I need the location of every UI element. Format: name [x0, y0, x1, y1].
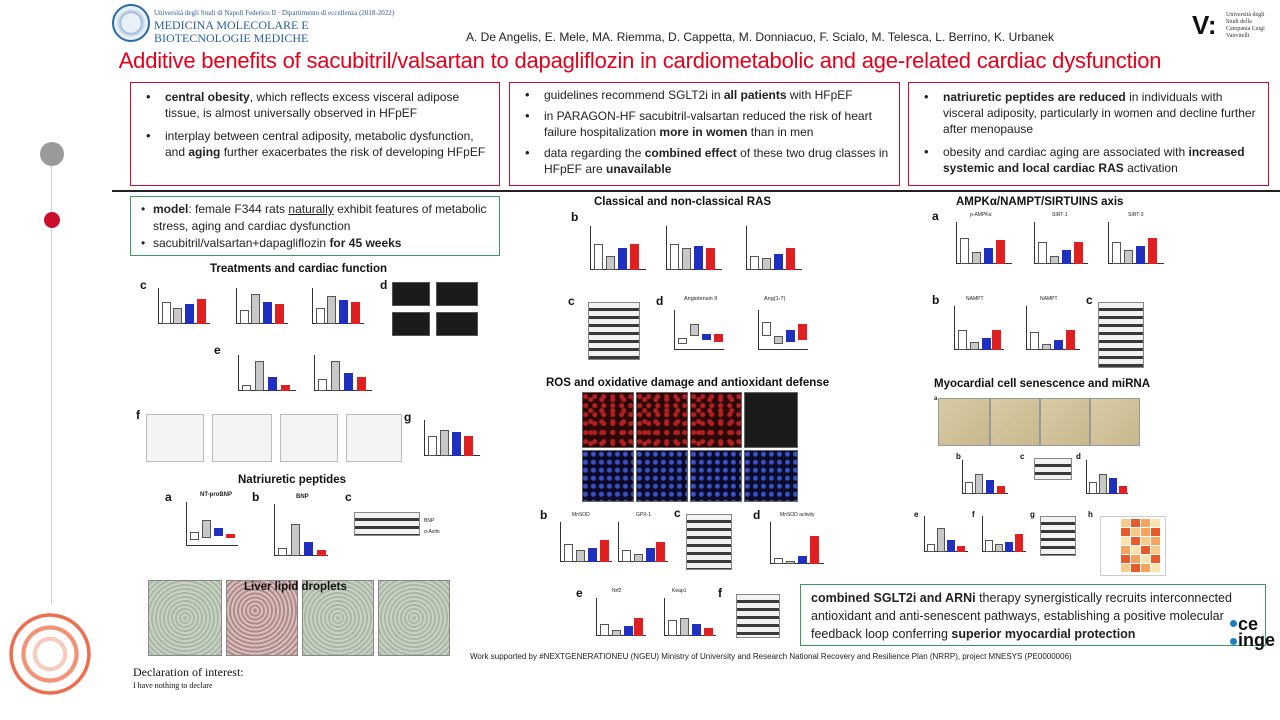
pv-loop-young — [146, 414, 204, 462]
label-sirt1: SIRT-1 — [1052, 212, 1068, 218]
panel-letter-b: b — [252, 490, 260, 504]
dhe-image-dahf-svd — [744, 392, 798, 448]
bar-chart-p16 — [962, 460, 1008, 494]
panel-letter-a: a — [165, 490, 172, 504]
bar-chart-nampt-protein — [1026, 306, 1080, 350]
bar-chart-p-ampk — [956, 222, 1012, 264]
bar-chart-ace2 — [590, 226, 646, 270]
bar-chart-keap1 — [664, 598, 716, 636]
declaration-text: I have nothing to declare — [133, 681, 213, 690]
bar-chart-d-sen — [1086, 460, 1128, 494]
bar-chart-nampt-mrna — [954, 306, 1004, 350]
author-list: A. De Angelis, E. Mele, MA. Riemma, D. Cappetta, M. Donniacuo, F. Scialo, M. Telesca, L. Berrino, K. Urbanek — [465, 30, 1055, 44]
panel-letter-c-ras: c — [568, 294, 575, 308]
intro-bullet: • data regarding the combined effect of these two drug classes in HFpEF are unavailable — [516, 145, 891, 177]
vanvitelli-mark-icon: V: — [1192, 10, 1217, 40]
bar-chart-cardiac-2 — [236, 288, 288, 324]
sa-bgal-image-young — [938, 398, 990, 446]
pv-loop-dahf — [212, 414, 272, 462]
section-senescence-title: Myocardial cell senescence and miRNA — [934, 378, 1151, 390]
echo-image-dahf — [436, 282, 478, 306]
box-plot-ntprobnp — [186, 502, 238, 546]
bar-chart-bnp — [274, 504, 328, 556]
label-p-ampk: p-AMPKα — [970, 212, 992, 218]
bar-chart-e-sen — [924, 516, 968, 552]
panel-letter-g-sen: g — [1030, 510, 1035, 519]
red-circle-icon — [44, 212, 60, 228]
section-liver-title: Liver lipid droplets — [244, 581, 347, 593]
pv-loop-dahf-svd — [346, 414, 402, 462]
panel-letter-c-ampk: c — [1086, 293, 1093, 307]
bar-chart-at2r — [666, 226, 722, 270]
section-treatments-title: Treatments and cardiac function — [210, 263, 388, 275]
label-gpx1: GPX-1 — [636, 512, 652, 518]
section-ros-title: ROS and oxidative damage and antioxidant defense — [546, 377, 830, 389]
section-divider — [112, 190, 1280, 192]
bar-chart-mnsod-activity — [770, 522, 824, 564]
intro-bullet: • in PARAGON-HF sacubitril-valsartan reduced the risk of heart failure hospitalization more in women than in men — [516, 108, 891, 140]
ihc-image-dahf-svd — [744, 450, 798, 502]
grey-circle-icon — [40, 142, 64, 166]
western-blot-ras — [588, 302, 640, 360]
panel-letter-b-ros: b — [540, 508, 548, 522]
intro-box-guidelines — [509, 82, 900, 186]
bar-chart-mas1 — [746, 226, 802, 270]
panel-letter-d-ras: d — [656, 294, 664, 308]
panel-letter-e-ros: e — [576, 586, 583, 600]
panel-letter-h-sen: h — [1088, 510, 1093, 519]
label-bnp: BNP — [296, 494, 309, 500]
panel-letter-e: e — [214, 343, 221, 357]
panel-letter-a-ampk: a — [932, 209, 939, 223]
model-bullet: • sacubitril/valsartan+dapagliflozin for 45 weeks — [137, 235, 491, 252]
bar-chart-e1 — [238, 355, 296, 391]
label-ang17: Ang(1-7) — [764, 296, 786, 302]
intro-bullet: • natriuretic peptides are reduced in individuals with visceral adiposity, particularly in women and decline further after menopause — [915, 89, 1260, 137]
bar-chart-sirt1 — [1034, 222, 1088, 264]
section-ras-title: Classical and non-classical RAS — [594, 196, 772, 208]
ceinge-dot-icon — [1230, 620, 1237, 627]
department-name-line1: MEDICINA MOLECOLARE E — [154, 18, 309, 32]
vanvitelli-logo — [1192, 10, 1280, 44]
panel-letter-f: f — [136, 408, 140, 422]
intro-bullet: • interplay between central adiposity, metabolic dysfunction, and aging further exacerbates the risk of developing HFpEF — [137, 128, 491, 160]
bar-chart-e2 — [314, 355, 372, 391]
label-mnsod-activity: MnSOD activity — [780, 512, 815, 518]
funding-footer: Work supported by #NEXTGENERATIONEU (NGEU) Ministry of University and Research National Recovery and Resilience Plan (NRRP), project MNESYS (PE0000006) — [470, 652, 1072, 661]
sa-bgal-image-dahf-svd — [1090, 398, 1140, 446]
label-mnsod: MnSOD — [572, 512, 590, 518]
ceinge-dot-icon — [1230, 638, 1237, 645]
bar-chart-mnsod — [560, 522, 612, 562]
bar-chart-g — [424, 420, 480, 456]
panel-letter-b-ampk: b — [932, 293, 940, 307]
ihc-image-young — [582, 450, 634, 502]
intro-box-natriuretic — [908, 82, 1269, 186]
vanvitelli-name: Università degli Studi della Campania Luigi Vanvitelli — [1226, 12, 1265, 39]
label-nrf2: Nrf2 — [612, 588, 622, 594]
panel-letter-d-ros: d — [753, 508, 761, 522]
bar-chart-cardiac-1 — [158, 288, 210, 324]
label-nampt-1: NAMPT — [966, 296, 984, 302]
panel-letter-g: g — [404, 410, 412, 424]
panel-letter-a-sen: a — [934, 396, 938, 402]
model-box — [130, 196, 500, 256]
panel-letter-d: d — [380, 278, 388, 292]
panel-letter-f-ros: f — [718, 586, 722, 600]
label-bnp-blot: BNP — [424, 518, 435, 524]
western-blot-nrf2 — [736, 594, 780, 638]
sa-bgal-image-dahf — [990, 398, 1040, 446]
pv-loop-dahf-sv — [280, 414, 338, 462]
section-natriuretic-title: Natriuretic peptides — [238, 474, 346, 486]
western-blot-p16 — [1034, 458, 1072, 480]
label-sirt3: SIRT-3 — [1128, 212, 1144, 218]
label-angiotensin: Angiotensin II — [684, 296, 718, 302]
box-plot-angiotensin — [674, 310, 724, 350]
poster-title: Additive benefits of sacubitril/valsartan to dapagliflozin in cardiometabolic and age-related cardiac dysfunction — [118, 48, 1162, 73]
echo-image-dahf-sv — [392, 312, 430, 336]
department-name-line2: BIOTECNOLOGIE MEDICHE — [154, 31, 309, 45]
panel-letter-e-sen: e — [914, 510, 919, 519]
ihc-image-dahf-sv — [690, 450, 742, 502]
ihc-image-dahf — [636, 450, 688, 502]
dhe-image-young — [582, 392, 634, 448]
panel-letter-d-sen: d — [1076, 452, 1081, 461]
bar-chart-cardiac-3 — [312, 288, 364, 324]
panel-letter-c-ros: c — [674, 506, 681, 520]
label-keap1: Keap1 — [672, 588, 687, 594]
bar-chart-sirt3 — [1108, 222, 1164, 264]
intro-bullet: • guidelines recommend SGLT2i in all patients with HFpEF — [516, 87, 891, 103]
bar-chart-f-sen — [982, 516, 1026, 552]
intro-bullet: • central obesity, which reflects excess visceral adipose tissue, is almost universally observed in HFpEF — [137, 89, 491, 121]
echo-image-young — [392, 282, 430, 306]
panel-letter-c-natriuretic: c — [345, 490, 352, 504]
label-actin-blot: α-Actin — [424, 529, 440, 535]
panel-letter-b-ras: b — [571, 210, 579, 224]
section-ampk-title: AMPKα/NAMPT/SIRTUINS axis — [956, 196, 1124, 208]
model-bullet: • model: female F344 rats naturally exhibit features of metabolic stress, aging and cardiac dysfunction — [137, 201, 491, 235]
university-seal-icon — [112, 4, 150, 42]
university-name: Università degli Studi di Napoli Federico II · Dipartimento di eccellenza (2018-2022) — [154, 9, 395, 17]
declaration-heading: Declaration of interest: — [133, 665, 244, 679]
decorative-orb — [0, 604, 100, 704]
ceinge-logo: ce inge — [1228, 614, 1274, 660]
western-blot-bnp — [354, 512, 420, 536]
panel-letter-f-sen: f — [972, 510, 975, 519]
western-blot-ampk — [1098, 302, 1144, 368]
label-ntprobnp: NT-proBNP — [200, 492, 232, 498]
conclusion-box: combined SGLT2i and ARNi therapy synergistically recruits interconnected antioxidant and anti-senescent pathways, establishing a positive molecular feedback loop conferring superior myocardial protection — [800, 584, 1266, 646]
sa-bgal-image-dahf-sv — [1040, 398, 1090, 446]
panel-letter-b-sen: b — [956, 452, 961, 461]
western-blot-g-sen — [1040, 516, 1076, 556]
western-blot-ros — [686, 514, 732, 570]
echo-image-dahf-svd — [436, 312, 478, 336]
mirna-heatmap — [1100, 516, 1166, 576]
dhe-image-dahf — [636, 392, 688, 448]
timeline-line — [51, 166, 52, 606]
dhe-image-dahf-sv — [690, 392, 742, 448]
label-nampt-2: NAMPT — [1040, 296, 1058, 302]
bar-chart-nrf2 — [596, 598, 646, 636]
liver-image-young — [148, 580, 222, 656]
intro-box-obesity — [130, 82, 500, 186]
panel-letter-c: c — [140, 278, 147, 292]
box-plot-ang17 — [758, 310, 808, 350]
bar-chart-gpx1 — [618, 522, 668, 562]
panel-letter-c-sen: c — [1020, 452, 1025, 461]
intro-bullet: • obesity and cardiac aging are associated with increased systemic and local cardiac RAS activation — [915, 144, 1260, 176]
liver-image-dahf-svd — [378, 580, 450, 656]
